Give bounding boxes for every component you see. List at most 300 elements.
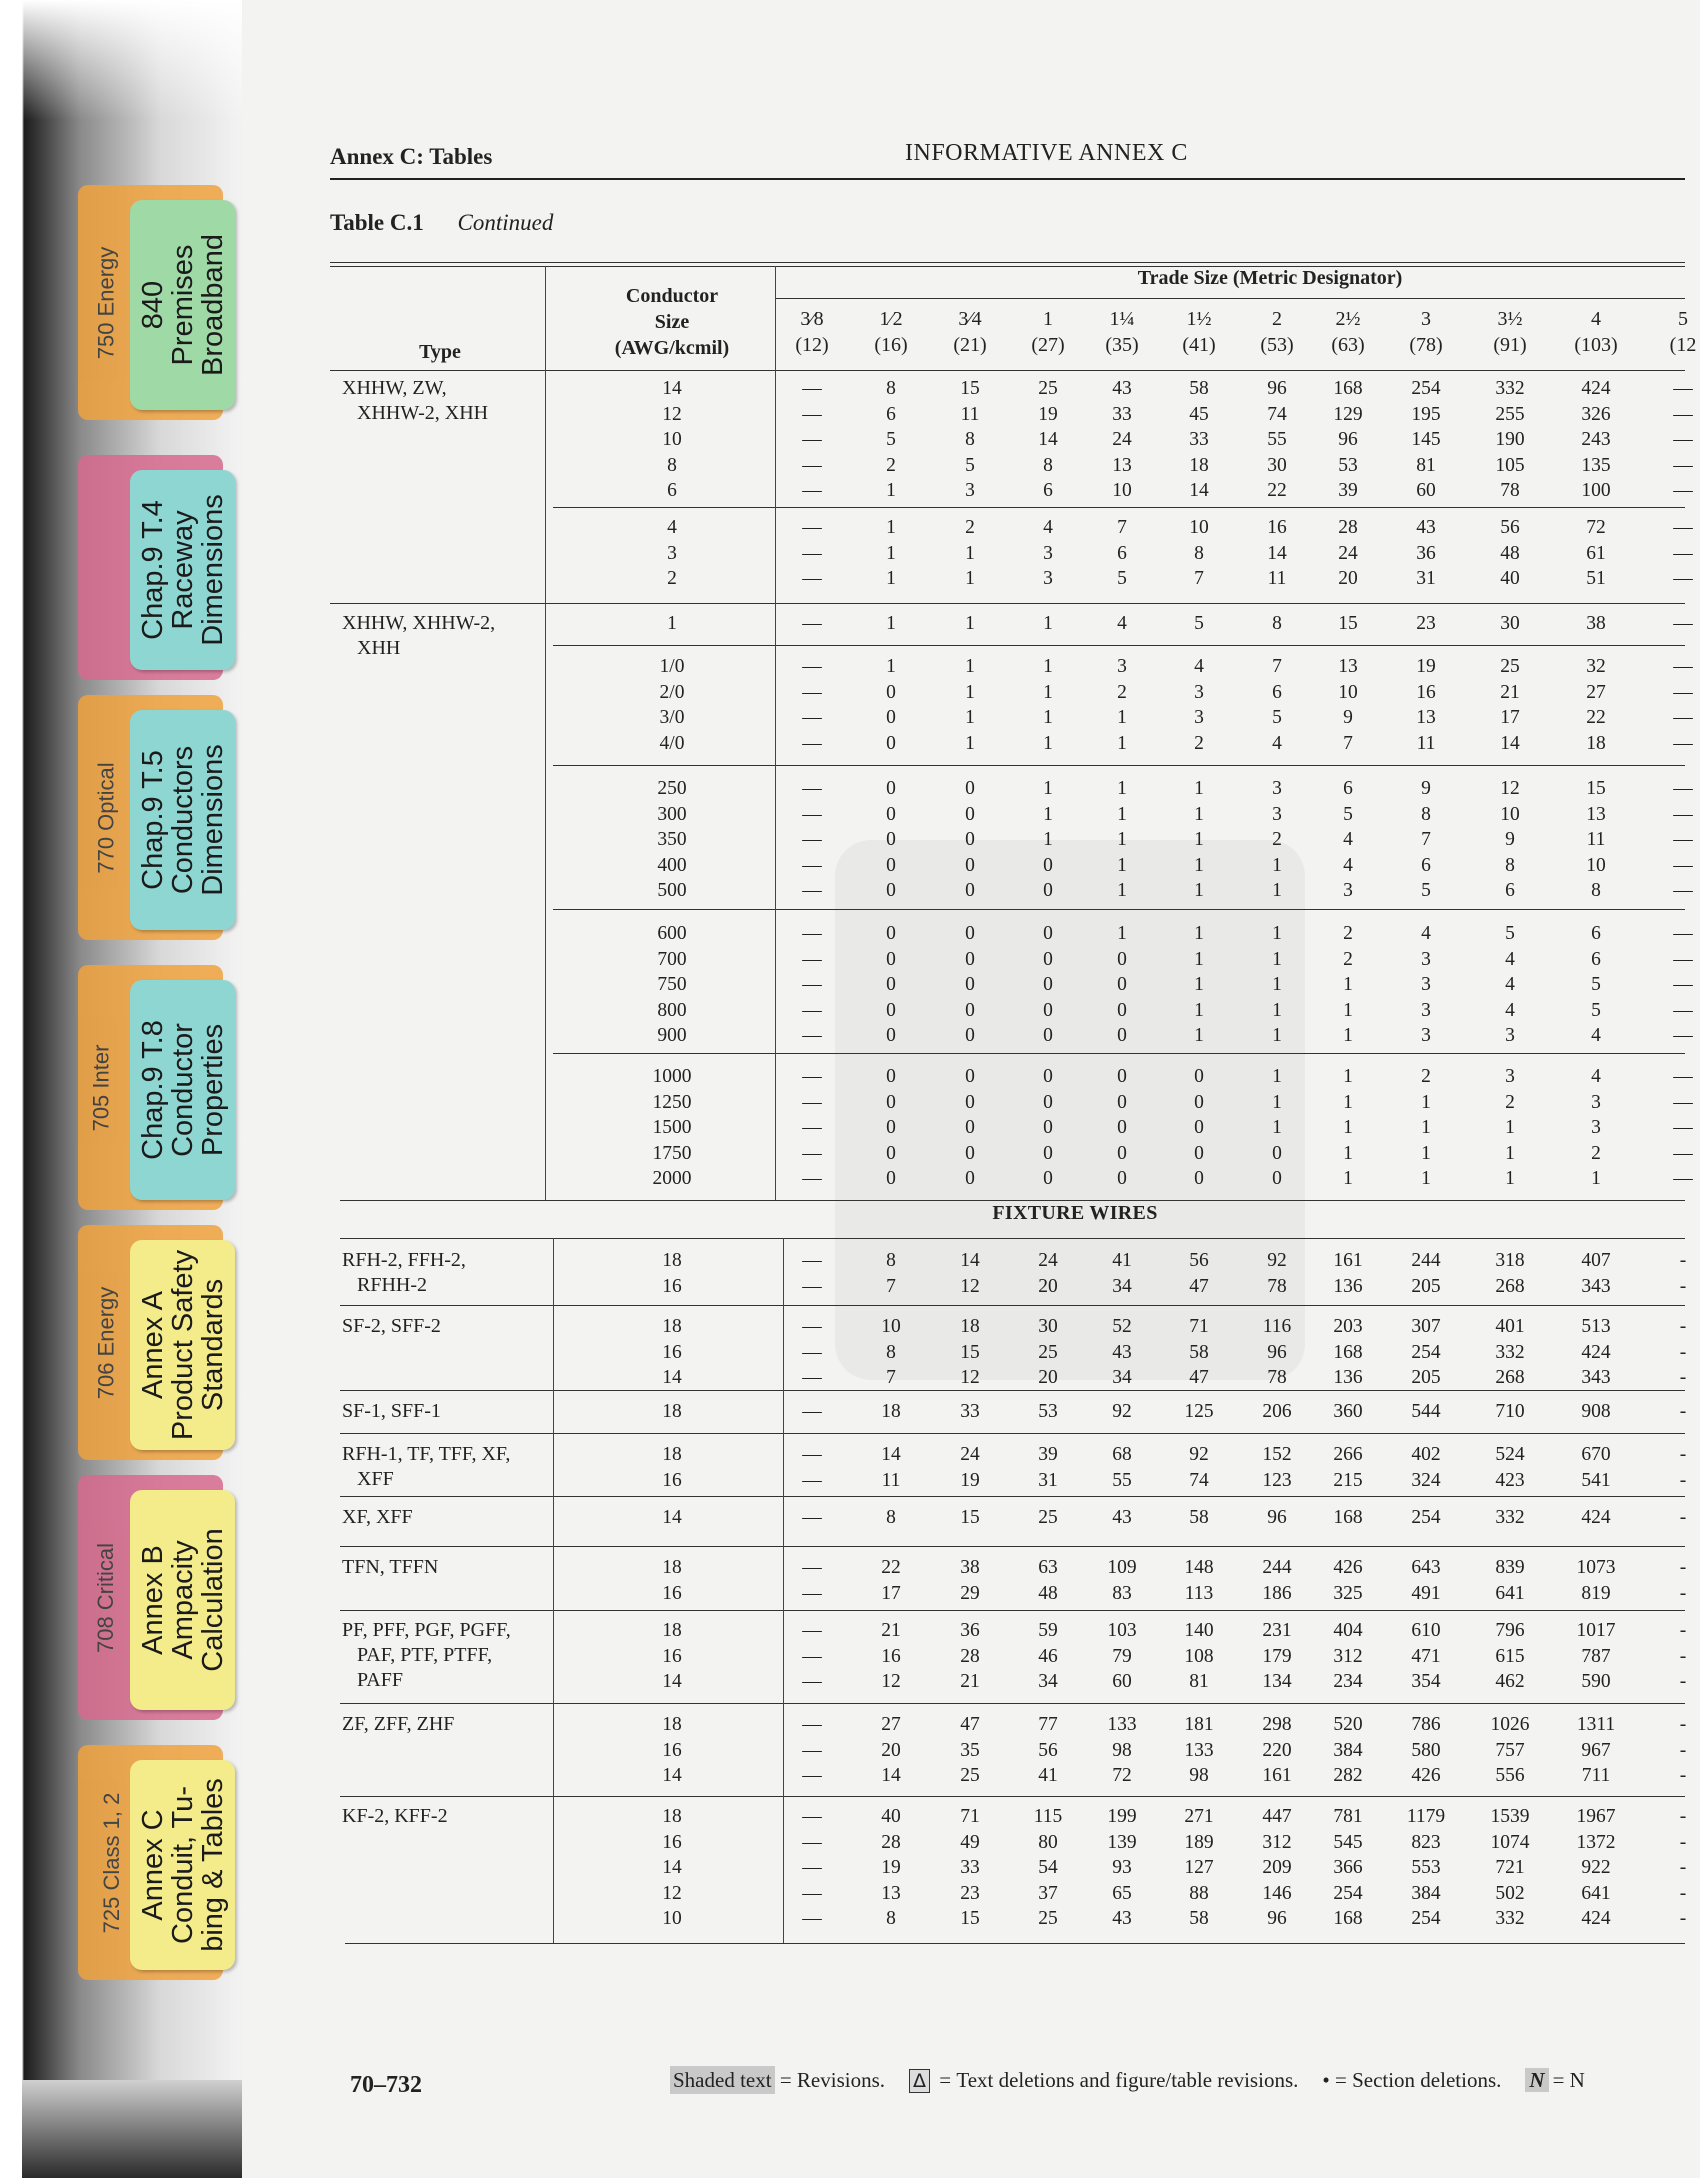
table-note: Continued — [457, 210, 554, 235]
value-cell: 343 — [1581, 1367, 1611, 1389]
value-cell: 43 — [1112, 378, 1132, 399]
value-cell: 2 — [965, 517, 975, 538]
value-cell: 0 — [1043, 974, 1053, 996]
size-cell: 1750 — [652, 1142, 692, 1164]
value-cell: 13 — [1416, 707, 1436, 729]
value-cell: — — [1673, 829, 1693, 851]
value-cell: 0 — [965, 923, 975, 944]
value-cell: 58 — [1189, 1908, 1209, 1930]
size-cell: 16 — [662, 1469, 682, 1491]
value-cell: 1 — [965, 542, 975, 564]
value-cell: 14 — [1267, 542, 1287, 564]
value-cell: 1372 — [1576, 1831, 1616, 1853]
value-cell: 21 — [960, 1671, 980, 1693]
value-cell: 3 — [1591, 1117, 1601, 1139]
section-tab-6[interactable] — [130, 1760, 235, 1970]
type-cell: KF-2, KFF-2 — [342, 1805, 448, 1827]
value-cell: 541 — [1581, 1469, 1611, 1491]
value-cell: 13 — [881, 1882, 901, 1904]
value-cell: 129 — [1333, 403, 1363, 425]
value-cell: 545 — [1333, 1831, 1363, 1853]
value-cell: 4 — [1505, 974, 1515, 996]
value-cell: 332 — [1495, 1507, 1525, 1528]
size-cell: 1000 — [652, 1066, 692, 1087]
size-cell: 900 — [657, 1025, 687, 1047]
value-cell: 77 — [1038, 1714, 1058, 1735]
section-tab-5[interactable] — [130, 1490, 235, 1710]
tab-line: Raceway — [166, 510, 199, 630]
value-cell: — — [802, 1341, 822, 1363]
value-cell: 1 — [1591, 1168, 1601, 1190]
value-cell: 2 — [1343, 948, 1353, 970]
section-tab-label — [138, 234, 228, 376]
value-cell: 20 — [1338, 568, 1358, 590]
value-cell: 30 — [1038, 1316, 1058, 1337]
value-cell: 6 — [1505, 880, 1515, 902]
value-cell: - — [1679, 1557, 1687, 1578]
value-cell: — — [802, 1066, 822, 1087]
value-cell: — — [802, 1367, 822, 1389]
value-cell: 1 — [965, 568, 975, 590]
value-cell: 1 — [1343, 1025, 1353, 1047]
value-cell: 0 — [886, 1066, 896, 1087]
value-cell: 78 — [1267, 1367, 1287, 1389]
size-cell: 12 — [662, 403, 682, 425]
value-cell: 22 — [1267, 480, 1287, 502]
value-cell: 7 — [1272, 656, 1282, 677]
value-cell: 83 — [1112, 1582, 1132, 1604]
value-cell: — — [1673, 948, 1693, 970]
section-tab-3[interactable] — [130, 980, 235, 1200]
value-cell: 0 — [1043, 1066, 1053, 1087]
value-cell: 3 — [1194, 681, 1204, 703]
value-cell: 0 — [1043, 1025, 1053, 1047]
size-cell: 1/0 — [659, 656, 685, 677]
value-cell: 8 — [886, 1908, 896, 1930]
value-cell: 51 — [1586, 568, 1606, 590]
value-cell: — — [802, 1831, 822, 1853]
value-cell: — — [802, 1250, 822, 1271]
value-cell: 1 — [1117, 923, 1127, 944]
value-cell: 3 — [1421, 999, 1431, 1021]
value-cell: 1 — [1043, 681, 1053, 703]
value-cell: 33 — [960, 1857, 980, 1879]
value-cell: 68 — [1112, 1444, 1132, 1465]
value-cell: 0 — [886, 778, 896, 799]
value-cell: 1 — [886, 542, 896, 564]
value-cell: — — [802, 778, 822, 799]
value-cell: — — [802, 1714, 822, 1735]
value-cell: 195 — [1411, 403, 1441, 425]
value-cell: 1 — [1272, 974, 1282, 996]
value-cell: — — [1673, 480, 1693, 502]
tab-back-label: 706 Energy — [93, 1286, 119, 1399]
trade-metric-header: (78) — [1409, 334, 1443, 356]
value-cell: — — [802, 803, 822, 825]
value-cell: — — [802, 656, 822, 677]
value-cell: 1 — [1272, 854, 1282, 876]
value-cell: 48 — [1038, 1582, 1058, 1604]
section-tab-label — [138, 1020, 228, 1160]
value-cell: 0 — [1117, 948, 1127, 970]
type-cell: RFH-1, TF, TFF, XF, XFF — [342, 1443, 511, 1490]
value-cell: 25 — [1038, 1341, 1058, 1363]
value-cell: 0 — [965, 948, 975, 970]
value-cell: 0 — [965, 974, 975, 996]
value-cell: 116 — [1262, 1316, 1292, 1337]
value-cell: 1 — [886, 517, 896, 538]
value-cell: 215 — [1333, 1469, 1363, 1491]
size-cell: 2 — [667, 568, 677, 590]
tab-line: Chap.9 T.4 — [136, 500, 169, 640]
type-cell: SF-1, SFF-1 — [342, 1400, 441, 1422]
value-cell: 2 — [1194, 732, 1204, 754]
value-cell: 922 — [1581, 1857, 1611, 1879]
trade-size-header: 1 — [1043, 308, 1053, 330]
value-cell: — — [802, 974, 822, 996]
value-cell: 781 — [1333, 1806, 1363, 1827]
value-cell: 96 — [1338, 429, 1358, 451]
value-cell: 43 — [1112, 1908, 1132, 1930]
value-cell: 5 — [1505, 923, 1515, 944]
tab-line: Dimensions — [196, 744, 229, 896]
value-cell: — — [802, 1582, 822, 1604]
value-cell: 25 — [1500, 656, 1520, 677]
value-cell: 8 — [1194, 542, 1204, 564]
value-cell: 96 — [1267, 1507, 1287, 1528]
value-cell: 22 — [1586, 707, 1606, 729]
value-cell: 59 — [1038, 1620, 1058, 1641]
header-left: Annex C: Tables — [330, 144, 493, 169]
table-rule — [340, 1433, 1685, 1434]
value-cell: 5 — [1421, 880, 1431, 902]
table-rule — [553, 645, 1685, 646]
section-tab-2[interactable] — [130, 710, 235, 930]
value-cell: 71 — [960, 1806, 980, 1827]
value-cell: 343 — [1581, 1275, 1611, 1297]
size-cell: 18 — [662, 1316, 682, 1337]
value-cell: 8 — [1591, 880, 1601, 902]
value-cell: 1 — [1194, 880, 1204, 902]
value-cell: 14 — [1500, 732, 1520, 754]
value-cell: 10 — [1586, 854, 1606, 876]
value-cell: — — [1673, 429, 1693, 451]
legend-bullet: • = Section deletions. — [1322, 2068, 1502, 2092]
value-cell: 1 — [1421, 1168, 1431, 1190]
value-cell: 1 — [1505, 1142, 1515, 1164]
value-cell: - — [1679, 1671, 1687, 1693]
value-cell: — — [802, 1557, 822, 1578]
fixture-wires-title: FIXTURE WIRES — [992, 1202, 1158, 1224]
size-cell: 3/0 — [659, 707, 685, 729]
value-cell: 402 — [1411, 1444, 1441, 1465]
value-cell: 134 — [1262, 1671, 1292, 1693]
type-cell: SF-2, SFF-2 — [342, 1315, 441, 1337]
value-cell: — — [1673, 613, 1693, 634]
tab-back-label: 750 Energy — [93, 246, 119, 359]
value-cell: 462 — [1495, 1671, 1525, 1693]
value-cell: 360 — [1333, 1401, 1363, 1422]
value-cell: 0 — [1043, 948, 1053, 970]
value-cell: 3 — [1505, 1025, 1515, 1047]
value-cell: 79 — [1112, 1645, 1132, 1667]
value-cell: 721 — [1495, 1857, 1525, 1879]
tab-back-label: 725 Class 1, 2 — [99, 1792, 125, 1933]
value-cell: - — [1679, 1831, 1687, 1853]
value-cell: - — [1679, 1275, 1687, 1297]
section-tab-4[interactable] — [130, 1240, 235, 1450]
value-cell: — — [802, 1882, 822, 1904]
value-cell: - — [1679, 1341, 1687, 1363]
value-cell: 325 — [1333, 1582, 1363, 1604]
value-cell: 7 — [1421, 829, 1431, 851]
value-cell: 0 — [965, 880, 975, 902]
value-cell: 205 — [1411, 1367, 1441, 1389]
value-cell: 1 — [1043, 778, 1053, 799]
size-cell: 18 — [662, 1806, 682, 1827]
table-rule — [330, 603, 1685, 604]
value-cell: - — [1679, 1739, 1687, 1761]
size-cell: 16 — [662, 1582, 682, 1604]
value-cell: - — [1679, 1316, 1687, 1337]
value-cell: 1 — [1272, 880, 1282, 902]
value-cell: 0 — [965, 1142, 975, 1164]
value-cell: 1 — [1343, 1091, 1353, 1113]
value-cell: — — [1673, 1168, 1693, 1190]
value-cell: 6 — [1421, 854, 1431, 876]
value-cell: - — [1679, 1507, 1687, 1528]
value-cell: 268 — [1495, 1275, 1525, 1297]
value-cell: 4 — [1505, 999, 1515, 1021]
size-cell: 3 — [667, 542, 677, 564]
value-cell: 1 — [1043, 707, 1053, 729]
value-cell: 58 — [1189, 1341, 1209, 1363]
value-cell: 29 — [960, 1582, 980, 1604]
value-cell: 1017 — [1576, 1620, 1616, 1641]
size-cell: 8 — [667, 454, 677, 476]
value-cell: 45 — [1189, 403, 1209, 425]
value-cell: 6 — [1117, 542, 1127, 564]
value-cell: — — [802, 854, 822, 876]
value-cell: — — [802, 1908, 822, 1930]
size-cell: 700 — [657, 948, 687, 970]
value-cell: 407 — [1581, 1250, 1611, 1271]
section-tab-1[interactable] — [130, 470, 235, 670]
value-cell: 8 — [965, 429, 975, 451]
value-cell: 471 — [1411, 1645, 1441, 1667]
value-cell: 1 — [1194, 923, 1204, 944]
value-cell: 4 — [1591, 1025, 1601, 1047]
value-cell: 786 — [1411, 1714, 1441, 1735]
value-cell: 25 — [1038, 378, 1058, 399]
value-cell: 282 — [1333, 1765, 1363, 1787]
tab-line: Standards — [196, 1278, 229, 1412]
value-cell: 332 — [1495, 1341, 1525, 1363]
value-cell: 2 — [886, 454, 896, 476]
value-cell: 491 — [1411, 1582, 1441, 1604]
value-cell: 127 — [1184, 1857, 1214, 1879]
type-cell: XHHW, XHHW-2, XHH — [342, 612, 496, 659]
value-cell: 255 — [1495, 403, 1525, 425]
value-cell: 1073 — [1576, 1557, 1616, 1578]
value-cell: 4 — [1117, 613, 1127, 634]
value-cell: 520 — [1333, 1714, 1363, 1735]
value-cell: — — [1673, 681, 1693, 703]
value-cell: 20 — [881, 1739, 901, 1761]
size-cell: 14 — [662, 1857, 682, 1879]
value-cell: 39 — [1038, 1444, 1058, 1465]
value-cell: — — [1673, 1066, 1693, 1087]
tab-line: bing & Tables — [196, 1778, 229, 1952]
size-cell: 18 — [662, 1444, 682, 1465]
size-cell: 10 — [662, 1908, 682, 1930]
value-cell: 1026 — [1490, 1714, 1530, 1735]
value-cell: 1 — [1272, 1025, 1282, 1047]
value-cell: 168 — [1333, 1908, 1363, 1930]
value-cell: 298 — [1262, 1714, 1292, 1735]
table-label: Table C.1 — [330, 210, 424, 235]
value-cell: 8 — [1043, 454, 1053, 476]
value-cell: 54 — [1038, 1857, 1058, 1879]
value-cell: 206 — [1262, 1401, 1292, 1422]
value-cell: — — [802, 1117, 822, 1139]
size-cell: 16 — [662, 1275, 682, 1297]
value-cell: 0 — [886, 829, 896, 851]
value-cell: 556 — [1495, 1765, 1525, 1787]
value-cell: 139 — [1107, 1831, 1137, 1853]
value-cell: 266 — [1333, 1444, 1363, 1465]
section-tab-0[interactable] — [130, 200, 235, 410]
value-cell: 3 — [965, 480, 975, 502]
value-cell: — — [1673, 923, 1693, 944]
value-cell: — — [802, 1142, 822, 1164]
value-cell: 4 — [1421, 923, 1431, 944]
value-cell: 34 — [1112, 1275, 1132, 1297]
value-cell: 0 — [965, 829, 975, 851]
value-cell: - — [1679, 1250, 1687, 1271]
value-cell: 78 — [1267, 1275, 1287, 1297]
value-cell: — — [802, 1401, 822, 1422]
value-cell: 15 — [960, 378, 980, 399]
value-cell: 3 — [1421, 974, 1431, 996]
value-cell: 670 — [1581, 1444, 1611, 1465]
value-cell: 1 — [1272, 948, 1282, 970]
value-cell: 0 — [886, 880, 896, 902]
value-cell: 0 — [965, 1025, 975, 1047]
value-cell: — — [802, 542, 822, 564]
value-cell: 58 — [1189, 378, 1209, 399]
section-tab-label — [138, 744, 228, 896]
value-cell: 15 — [1586, 778, 1606, 799]
value-cell: 21 — [881, 1620, 901, 1641]
value-cell: - — [1679, 1857, 1687, 1879]
value-cell: 590 — [1581, 1671, 1611, 1693]
trade-size-header: 3 — [1421, 308, 1431, 330]
value-cell: 133 — [1107, 1714, 1137, 1735]
value-cell: 5 — [1194, 613, 1204, 634]
trade-metric-header: (35) — [1105, 334, 1139, 356]
tab-line: Conductor — [166, 1023, 199, 1157]
value-cell: — — [802, 1469, 822, 1491]
value-cell: 234 — [1333, 1671, 1363, 1693]
value-cell: 502 — [1495, 1882, 1525, 1904]
value-cell: 2 — [1272, 829, 1282, 851]
value-cell: 0 — [886, 1142, 896, 1164]
value-cell: 426 — [1333, 1557, 1363, 1578]
value-cell: 6 — [1343, 778, 1353, 799]
value-cell: 18 — [881, 1401, 901, 1422]
value-cell: - — [1679, 1645, 1687, 1667]
value-cell: 3 — [1043, 568, 1053, 590]
value-cell: 11 — [1586, 829, 1606, 851]
value-cell: — — [802, 1739, 822, 1761]
value-cell: 8 — [886, 378, 896, 399]
value-cell: 354 — [1411, 1671, 1441, 1693]
value-cell: 8 — [886, 1250, 896, 1271]
value-cell: 0 — [1117, 1066, 1127, 1087]
value-cell: — — [802, 480, 822, 502]
value-cell: 710 — [1495, 1401, 1525, 1422]
legend-n-mark: N — [1525, 2068, 1548, 2092]
value-cell: 244 — [1262, 1557, 1292, 1578]
value-cell: 14 — [960, 1250, 980, 1271]
value-cell: 0 — [965, 778, 975, 799]
value-cell: — — [1673, 1117, 1693, 1139]
value-cell: 757 — [1495, 1739, 1525, 1761]
value-cell: 20 — [1038, 1367, 1058, 1389]
value-cell: 1 — [1421, 1091, 1431, 1113]
value-cell: 1 — [1194, 999, 1204, 1021]
value-cell: 423 — [1495, 1469, 1525, 1491]
value-cell: 1 — [886, 613, 896, 634]
value-cell: 18 — [1586, 732, 1606, 754]
value-cell: 1074 — [1490, 1831, 1530, 1853]
value-cell: — — [1673, 974, 1693, 996]
value-cell: 0 — [965, 1117, 975, 1139]
value-cell: 0 — [965, 854, 975, 876]
trade-size-header: 3⁄4 — [958, 308, 982, 330]
trade-metric-header: (41) — [1182, 334, 1216, 356]
value-cell: — — [802, 517, 822, 538]
value-cell: 27 — [881, 1714, 901, 1735]
value-cell: - — [1679, 1714, 1687, 1735]
tab-line: Broadband — [196, 234, 229, 376]
size-cell: 12 — [662, 1882, 682, 1904]
value-cell: 136 — [1333, 1275, 1363, 1297]
value-cell: 136 — [1333, 1367, 1363, 1389]
value-cell: 35 — [960, 1739, 980, 1761]
column-header-size: (AWG/kcmil) — [614, 337, 730, 359]
value-cell: 254 — [1411, 1341, 1441, 1363]
trade-size-header: 3⁄8 — [800, 308, 824, 330]
tab-line: Annex A — [136, 1290, 169, 1400]
value-cell: 115 — [1033, 1806, 1063, 1827]
value-cell: 0 — [965, 1091, 975, 1113]
value-cell: 424 — [1581, 1908, 1611, 1930]
value-cell: 10 — [1338, 681, 1358, 703]
value-cell: 271 — [1184, 1806, 1214, 1827]
value-cell: 0 — [886, 1117, 896, 1139]
value-cell: 1 — [886, 480, 896, 502]
header-center: INFORMATIVE ANNEX C — [905, 140, 1188, 166]
value-cell: 92 — [1112, 1401, 1132, 1422]
value-cell: - — [1679, 1806, 1687, 1827]
value-cell: 1 — [1043, 656, 1053, 677]
value-cell: 55 — [1112, 1469, 1132, 1491]
tab-back-label: 770 Optical — [93, 761, 119, 874]
table-column-rule — [545, 266, 546, 1200]
tab-line: Dimensions — [196, 494, 229, 646]
